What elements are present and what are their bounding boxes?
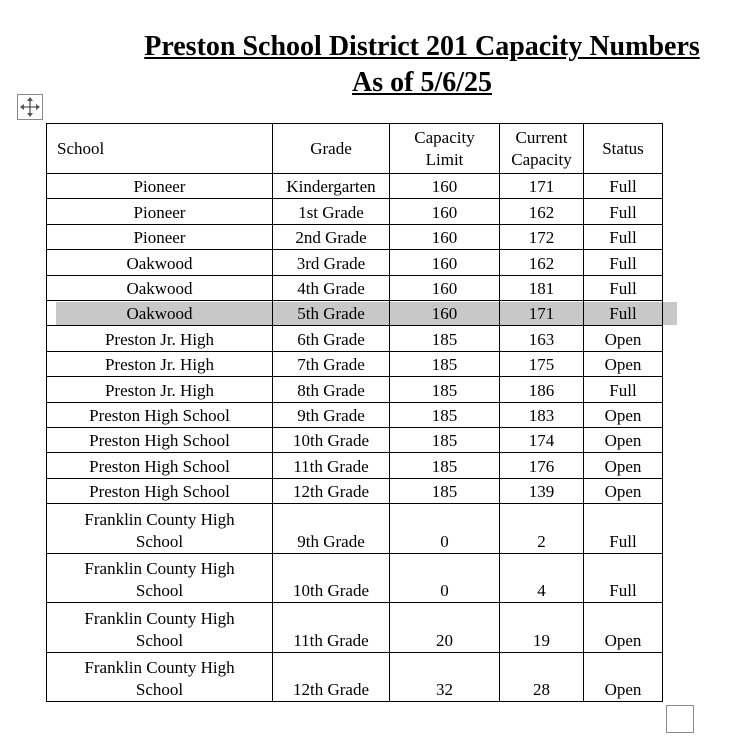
- header-grade[interactable]: Grade: [273, 124, 390, 174]
- table-row[interactable]: [47, 300, 663, 325]
- cell-grade[interactable]: 10th Grade: [273, 427, 390, 452]
- cell-current-capacity[interactable]: 183: [500, 402, 584, 427]
- cell-current-capacity[interactable]: 162: [500, 199, 584, 224]
- cell-status[interactable]: Full: [584, 300, 663, 325]
- table-row[interactable]: [47, 652, 663, 702]
- cell-school[interactable]: Oakwood: [47, 250, 273, 275]
- table-row[interactable]: [47, 174, 663, 199]
- cell-school[interactable]: Pioneer: [47, 224, 273, 249]
- cell-current-capacity[interactable]: 163: [500, 326, 584, 351]
- cell-status[interactable]: Full: [584, 224, 663, 249]
- cell-current-capacity[interactable]: 139: [500, 478, 584, 503]
- cell-school[interactable]: Preston High School: [47, 402, 273, 427]
- cell-status[interactable]: Open: [584, 603, 663, 653]
- cell-school[interactable]: Preston Jr. High: [47, 326, 273, 351]
- table-row[interactable]: [47, 224, 663, 249]
- cell-capacity-limit[interactable]: 160: [390, 199, 500, 224]
- cell-school[interactable]: Franklin County High School: [47, 553, 273, 603]
- document-subtitle-date: As of 5/6/25: [352, 67, 492, 98]
- cell-grade[interactable]: 6th Grade: [273, 326, 390, 351]
- cell-capacity-limit[interactable]: 0: [390, 504, 500, 554]
- cell-status[interactable]: Open: [584, 326, 663, 351]
- table-row[interactable]: [47, 351, 663, 376]
- table-header-row: [47, 124, 663, 174]
- cell-grade[interactable]: 2nd Grade: [273, 224, 390, 249]
- table-resize-handle[interactable]: [666, 705, 694, 733]
- table-row[interactable]: [47, 326, 663, 351]
- cell-grade[interactable]: 12th Grade: [273, 652, 390, 702]
- cell-status[interactable]: Full: [584, 377, 663, 402]
- table-row[interactable]: [47, 553, 663, 603]
- cell-capacity-limit[interactable]: 160: [390, 224, 500, 249]
- cell-school[interactable]: Preston High School: [47, 478, 273, 503]
- document-title: Preston School District 201 Capacity Numbers: [144, 31, 700, 62]
- cell-current-capacity[interactable]: 171: [500, 300, 584, 325]
- cell-school[interactable]: Franklin County High School: [47, 504, 273, 554]
- cell-status[interactable]: Full: [584, 275, 663, 300]
- cell-status[interactable]: Open: [584, 427, 663, 452]
- table-row[interactable]: [47, 427, 663, 452]
- cell-school[interactable]: Preston High School: [47, 427, 273, 452]
- cell-capacity-limit[interactable]: 160: [390, 275, 500, 300]
- cell-capacity-limit[interactable]: 160: [390, 300, 500, 325]
- cell-current-capacity[interactable]: 175: [500, 351, 584, 376]
- cell-grade[interactable]: 12th Grade: [273, 478, 390, 503]
- cell-current-capacity[interactable]: 4: [500, 553, 584, 603]
- cell-current-capacity[interactable]: 172: [500, 224, 584, 249]
- cell-grade[interactable]: 8th Grade: [273, 377, 390, 402]
- table-row[interactable]: [47, 504, 663, 554]
- move-arrows-icon: [19, 96, 41, 118]
- cell-grade[interactable]: 10th Grade: [273, 553, 390, 603]
- cell-grade[interactable]: 11th Grade: [273, 453, 390, 478]
- cell-status[interactable]: Open: [584, 478, 663, 503]
- cell-status[interactable]: Full: [584, 504, 663, 554]
- table-row[interactable]: [47, 275, 663, 300]
- table-move-handle[interactable]: [17, 94, 43, 120]
- cell-current-capacity[interactable]: 171: [500, 174, 584, 199]
- cell-school[interactable]: Preston Jr. High: [47, 351, 273, 376]
- cell-capacity-limit[interactable]: 32: [390, 652, 500, 702]
- cell-grade[interactable]: 1st Grade: [273, 199, 390, 224]
- cell-school[interactable]: Pioneer: [47, 174, 273, 199]
- cell-grade[interactable]: 7th Grade: [273, 351, 390, 376]
- cell-current-capacity[interactable]: 162: [500, 250, 584, 275]
- cell-status[interactable]: Full: [584, 250, 663, 275]
- cell-status[interactable]: Open: [584, 351, 663, 376]
- cell-capacity-limit[interactable]: 160: [390, 174, 500, 199]
- table-row[interactable]: [47, 250, 663, 275]
- cell-grade[interactable]: 3rd Grade: [273, 250, 390, 275]
- cell-status[interactable]: Open: [584, 453, 663, 478]
- table-row[interactable]: [47, 453, 663, 478]
- cell-status[interactable]: Open: [584, 402, 663, 427]
- header-capacity-limit-text: Capacity Limit: [414, 127, 475, 169]
- cell-status[interactable]: Full: [584, 199, 663, 224]
- cell-grade[interactable]: 11th Grade: [273, 603, 390, 653]
- cell-capacity-limit[interactable]: 160: [390, 250, 500, 275]
- cell-capacity-limit[interactable]: 185: [390, 453, 500, 478]
- cell-current-capacity[interactable]: 174: [500, 427, 584, 452]
- cell-grade[interactable]: 9th Grade: [273, 402, 390, 427]
- cell-capacity-limit[interactable]: 20: [390, 603, 500, 653]
- cell-current-capacity[interactable]: 2: [500, 504, 584, 554]
- cell-capacity-limit[interactable]: 185: [390, 377, 500, 402]
- header-current-capacity[interactable]: [500, 124, 584, 174]
- header-current-capacity-text: Current Capacity: [511, 127, 572, 169]
- cell-status[interactable]: Full: [584, 553, 663, 603]
- cell-capacity-limit[interactable]: 185: [390, 478, 500, 503]
- cell-school[interactable]: Oakwood: [47, 275, 273, 300]
- header-status[interactable]: Status: [584, 124, 663, 174]
- cell-school[interactable]: Preston High School: [47, 453, 273, 478]
- table-row[interactable]: [47, 603, 663, 653]
- cell-capacity-limit[interactable]: 185: [390, 351, 500, 376]
- cell-school[interactable]: Pioneer: [47, 199, 273, 224]
- cell-grade[interactable]: Kindergarten: [273, 174, 390, 199]
- cell-status[interactable]: Open: [584, 652, 663, 702]
- cell-current-capacity[interactable]: 186: [500, 377, 584, 402]
- table-row[interactable]: [47, 402, 663, 427]
- cell-capacity-limit[interactable]: 0: [390, 553, 500, 603]
- cell-school[interactable]: Oakwood: [47, 300, 273, 325]
- capacity-table: [46, 123, 663, 702]
- cell-capacity-limit[interactable]: 185: [390, 402, 500, 427]
- cell-status[interactable]: Full: [584, 174, 663, 199]
- header-school[interactable]: School: [47, 124, 273, 174]
- header-capacity-limit[interactable]: [390, 124, 500, 174]
- cell-grade[interactable]: 4th Grade: [273, 275, 390, 300]
- cell-grade[interactable]: 5th Grade: [273, 300, 390, 325]
- cell-current-capacity[interactable]: 176: [500, 453, 584, 478]
- cell-current-capacity[interactable]: 181: [500, 275, 584, 300]
- cell-capacity-limit[interactable]: 185: [390, 427, 500, 452]
- table-row[interactable]: [47, 478, 663, 503]
- cell-capacity-limit[interactable]: 185: [390, 326, 500, 351]
- cell-grade[interactable]: 9th Grade: [273, 504, 390, 554]
- table-row[interactable]: [47, 377, 663, 402]
- table-row[interactable]: [47, 199, 663, 224]
- cell-current-capacity[interactable]: 19: [500, 603, 584, 653]
- cell-school[interactable]: Franklin County High School: [47, 603, 273, 653]
- cell-current-capacity[interactable]: 28: [500, 652, 584, 702]
- cell-school[interactable]: Franklin County High School: [47, 652, 273, 702]
- cell-school[interactable]: Preston Jr. High: [47, 377, 273, 402]
